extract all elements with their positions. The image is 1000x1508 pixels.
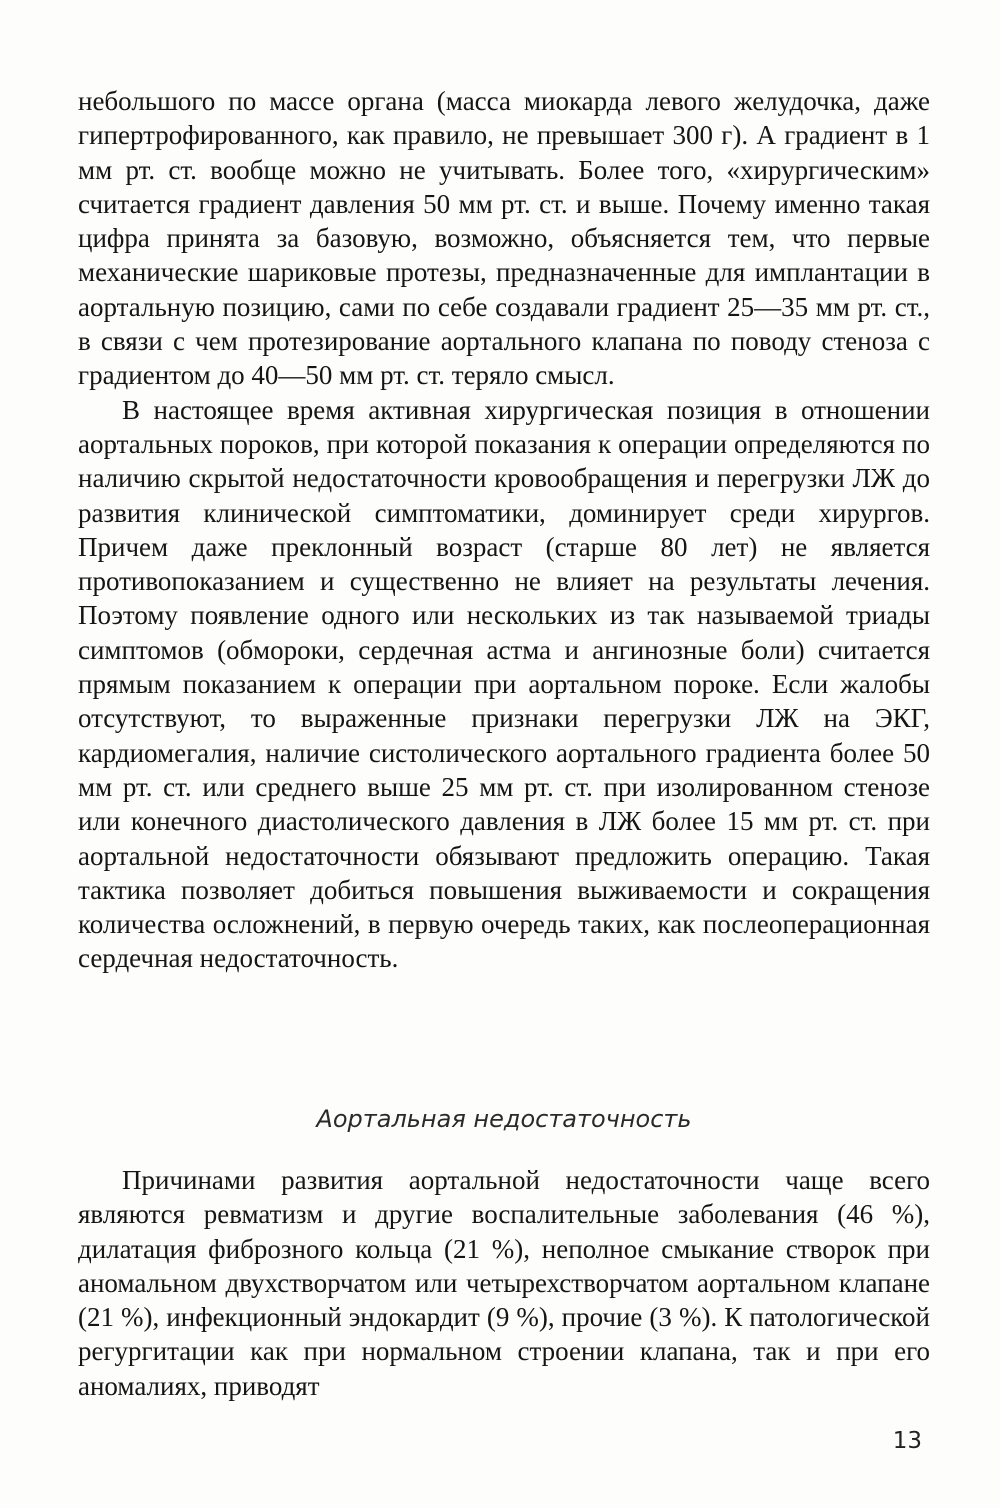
body-text-bottom — [78, 1163, 930, 1403]
paragraph-aortic-insufficiency-causes: Причинами развития аортальной недостаточности чаще всего являются ревматизм и другие воспалительные заболевания (46 %), дилатация фиброзного кольца (21 %), неполное смыкание створок при аномальном двухстворчатом или четырехстворчатом аортальном клапане (21 %), инфекционный эндокардит (9 %), прочие (3 %). К патологической регургитации как при нормальном строении клапана, так и при его аномалиях, приводят — [78, 1165, 930, 1401]
paragraph-continued: небольшого по массе органа (масса миокарда левого желудочка, даже гипертрофированного, как правило, не превышает 300 г). А градиент в 1 мм рт. ст. вообще можно не учитывать. Более того, «хирургическим» считается градиент давления 50 мм рт. ст. и выше. Почему именно такая цифра принята за базовую, возможно, объясняется тем, что первые механические шариковые протезы, предназначенные для имплантации в аортальную позицию, сами по себе создавали градиент 25—35 мм рт. ст., в связи с чем протезирование аортального клапана по поводу стеноза с градиентом до 40—50 мм рт. ст. теряло смысл. — [78, 86, 930, 391]
paragraph-surgical-position: В настоящее время активная хирургическая позиция в отношении аортальных пороков, при которой показания к операции определяются по наличию скрытой недостаточности кровообращения и перегрузки ЛЖ до развития клинической симптоматики, доминирует среди хирургов. Причем даже преклонный возраст (старше 80 лет) не является противопоказанием и существенно не влияет на результаты лечения. Поэтому появление одного или нескольких из так называемой триады симптомов (обмороки, сердечная астма и ангинозные боли) считается прямым показанием к операции при аортальном пороке. Если жалобы отсутствуют, то выраженные признаки перегрузки ЛЖ на ЭКГ, кардиомегалия, наличие систолического аортального градиента более 50 мм рт. ст. или среднего выше 25 мм рт. ст. при изолированном стенозе или конечного диастолического давления в ЛЖ более 15 мм рт. ст. при аортальной недостаточности обязывают предложить операцию. Такая тактика позволяет добиться повышения выживаемости и сокращения количества осложнений, в первую очередь таких, как послеоперационная сердечная недостаточность. — [78, 394, 930, 974]
page-number: 13 — [892, 1428, 922, 1454]
section-heading: Аортальная недостаточность — [316, 1105, 692, 1133]
body-text-top — [78, 84, 930, 976]
